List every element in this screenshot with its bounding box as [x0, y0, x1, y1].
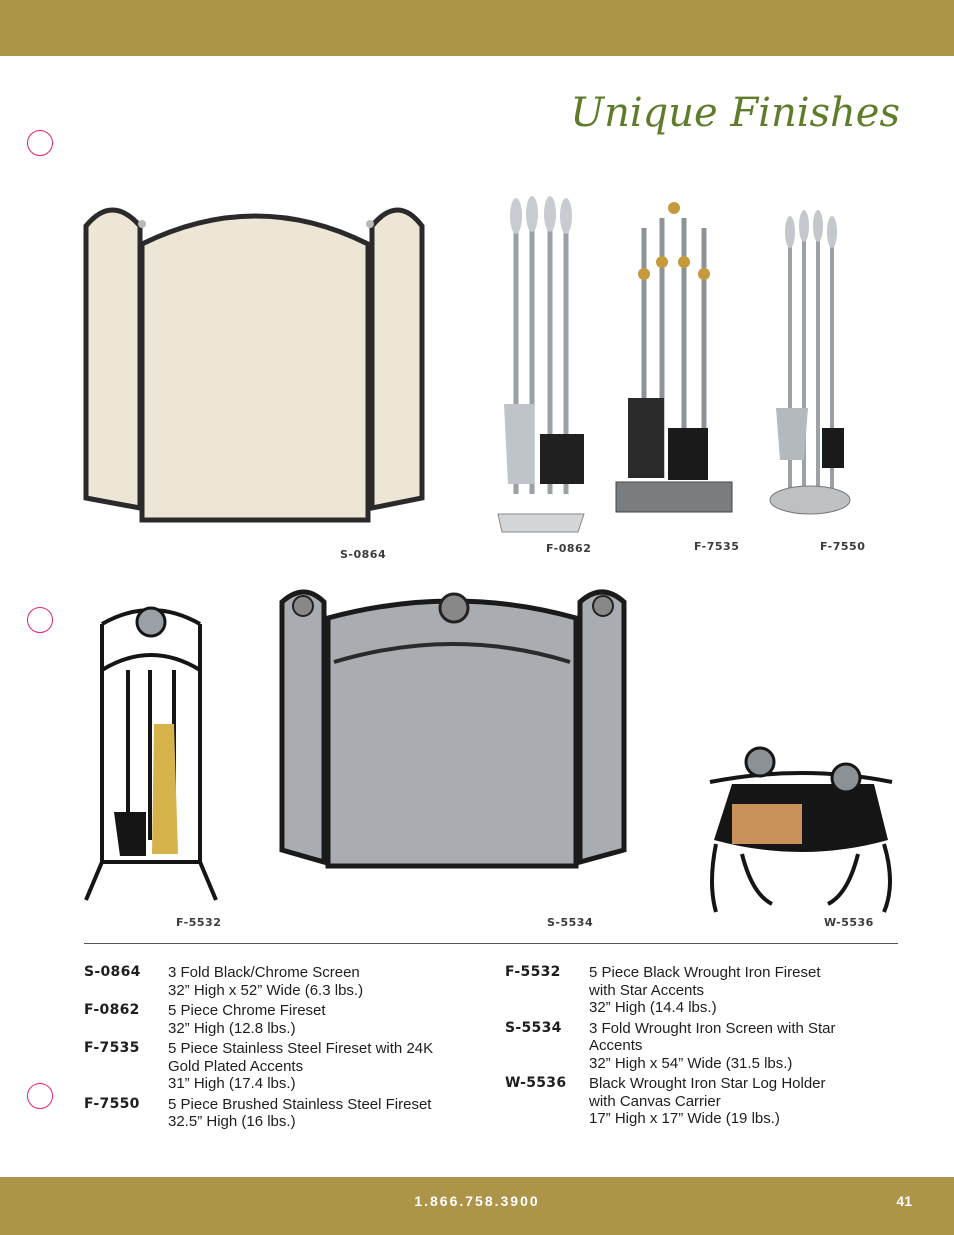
page-number: 41 — [896, 1193, 912, 1209]
product-details: 32” High (12.8 lbs.) — [168, 1019, 296, 1037]
product-entry — [505, 1075, 885, 1128]
product-code: W-5536 — [505, 1075, 567, 1091]
f5532-fireset-image — [84, 600, 218, 906]
product-entry — [84, 964, 474, 999]
product-name: 5 Piece Black Wrought Iron Fireset with Star Accents — [589, 964, 821, 999]
product-code: S-0864 — [84, 964, 141, 980]
f0862-fireset-image — [494, 194, 590, 536]
product-code: S-5534 — [505, 1019, 562, 1036]
product-name: 3 Fold Wrought Iron Screen with Star Accents — [589, 1019, 836, 1054]
product-list-left — [84, 964, 474, 1134]
f7535-fireset-image — [612, 198, 736, 518]
caption-s0864: S-0864 — [340, 548, 387, 561]
s0864-screen-image — [80, 196, 440, 531]
caption-f0862: F-0862 — [546, 542, 592, 555]
product-code: F-7550 — [84, 1095, 140, 1112]
divider-rule — [84, 943, 898, 944]
product-entry — [505, 1020, 885, 1073]
footer-phone: 1.866.758.3900 — [414, 1193, 540, 1209]
s5534-screen-image — [278, 582, 630, 872]
product-details: 32.5” High (16 lbs.) — [168, 1113, 296, 1130]
product-code: F-7535 — [84, 1040, 140, 1056]
caption-f7550: F-7550 — [820, 540, 866, 553]
product-name: 5 Piece Chrome Fireset — [168, 1002, 326, 1019]
page-title: Unique Finishes — [570, 90, 900, 136]
product-details: 32” High (14.4 lbs.) — [589, 999, 717, 1016]
product-code: F-5532 — [505, 964, 561, 980]
product-details: 32” High x 54” Wide (31.5 lbs.) — [589, 1054, 793, 1072]
caption-s5534: S-5534 — [547, 916, 594, 929]
product-details: 31” High (17.4 lbs.) — [168, 1075, 296, 1092]
binder-hole-top — [27, 130, 53, 156]
product-details: 32” High x 52” Wide (6.3 lbs.) — [168, 981, 364, 999]
header-band — [0, 0, 954, 56]
w5536-log-holder-image — [702, 744, 898, 916]
product-entry — [84, 1096, 474, 1131]
binder-hole-bottom — [27, 1083, 53, 1109]
caption-f7535: F-7535 — [694, 540, 740, 553]
product-code: F-0862 — [84, 1002, 140, 1018]
product-entry — [84, 1002, 474, 1037]
product-entry — [505, 964, 885, 1017]
caption-w5536: W-5536 — [824, 916, 874, 929]
f7550-fireset-image — [764, 208, 854, 520]
product-name: Black Wrought Iron Star Log Holder with Canvas Carrier — [589, 1075, 826, 1110]
product-details: 17” High x 17” Wide (19 lbs.) — [589, 1110, 780, 1127]
product-name: 5 Piece Stainless Steel Fireset with 24K Gold Plated Accents — [168, 1040, 434, 1075]
caption-f5532: F-5532 — [176, 916, 222, 929]
product-name: 5 Piece Brushed Stainless Steel Fireset — [168, 1095, 432, 1113]
binder-hole-middle — [27, 607, 53, 633]
product-list-right — [505, 964, 885, 1131]
product-name: 3 Fold Black/Chrome Screen — [168, 964, 360, 981]
product-entry — [84, 1040, 474, 1093]
